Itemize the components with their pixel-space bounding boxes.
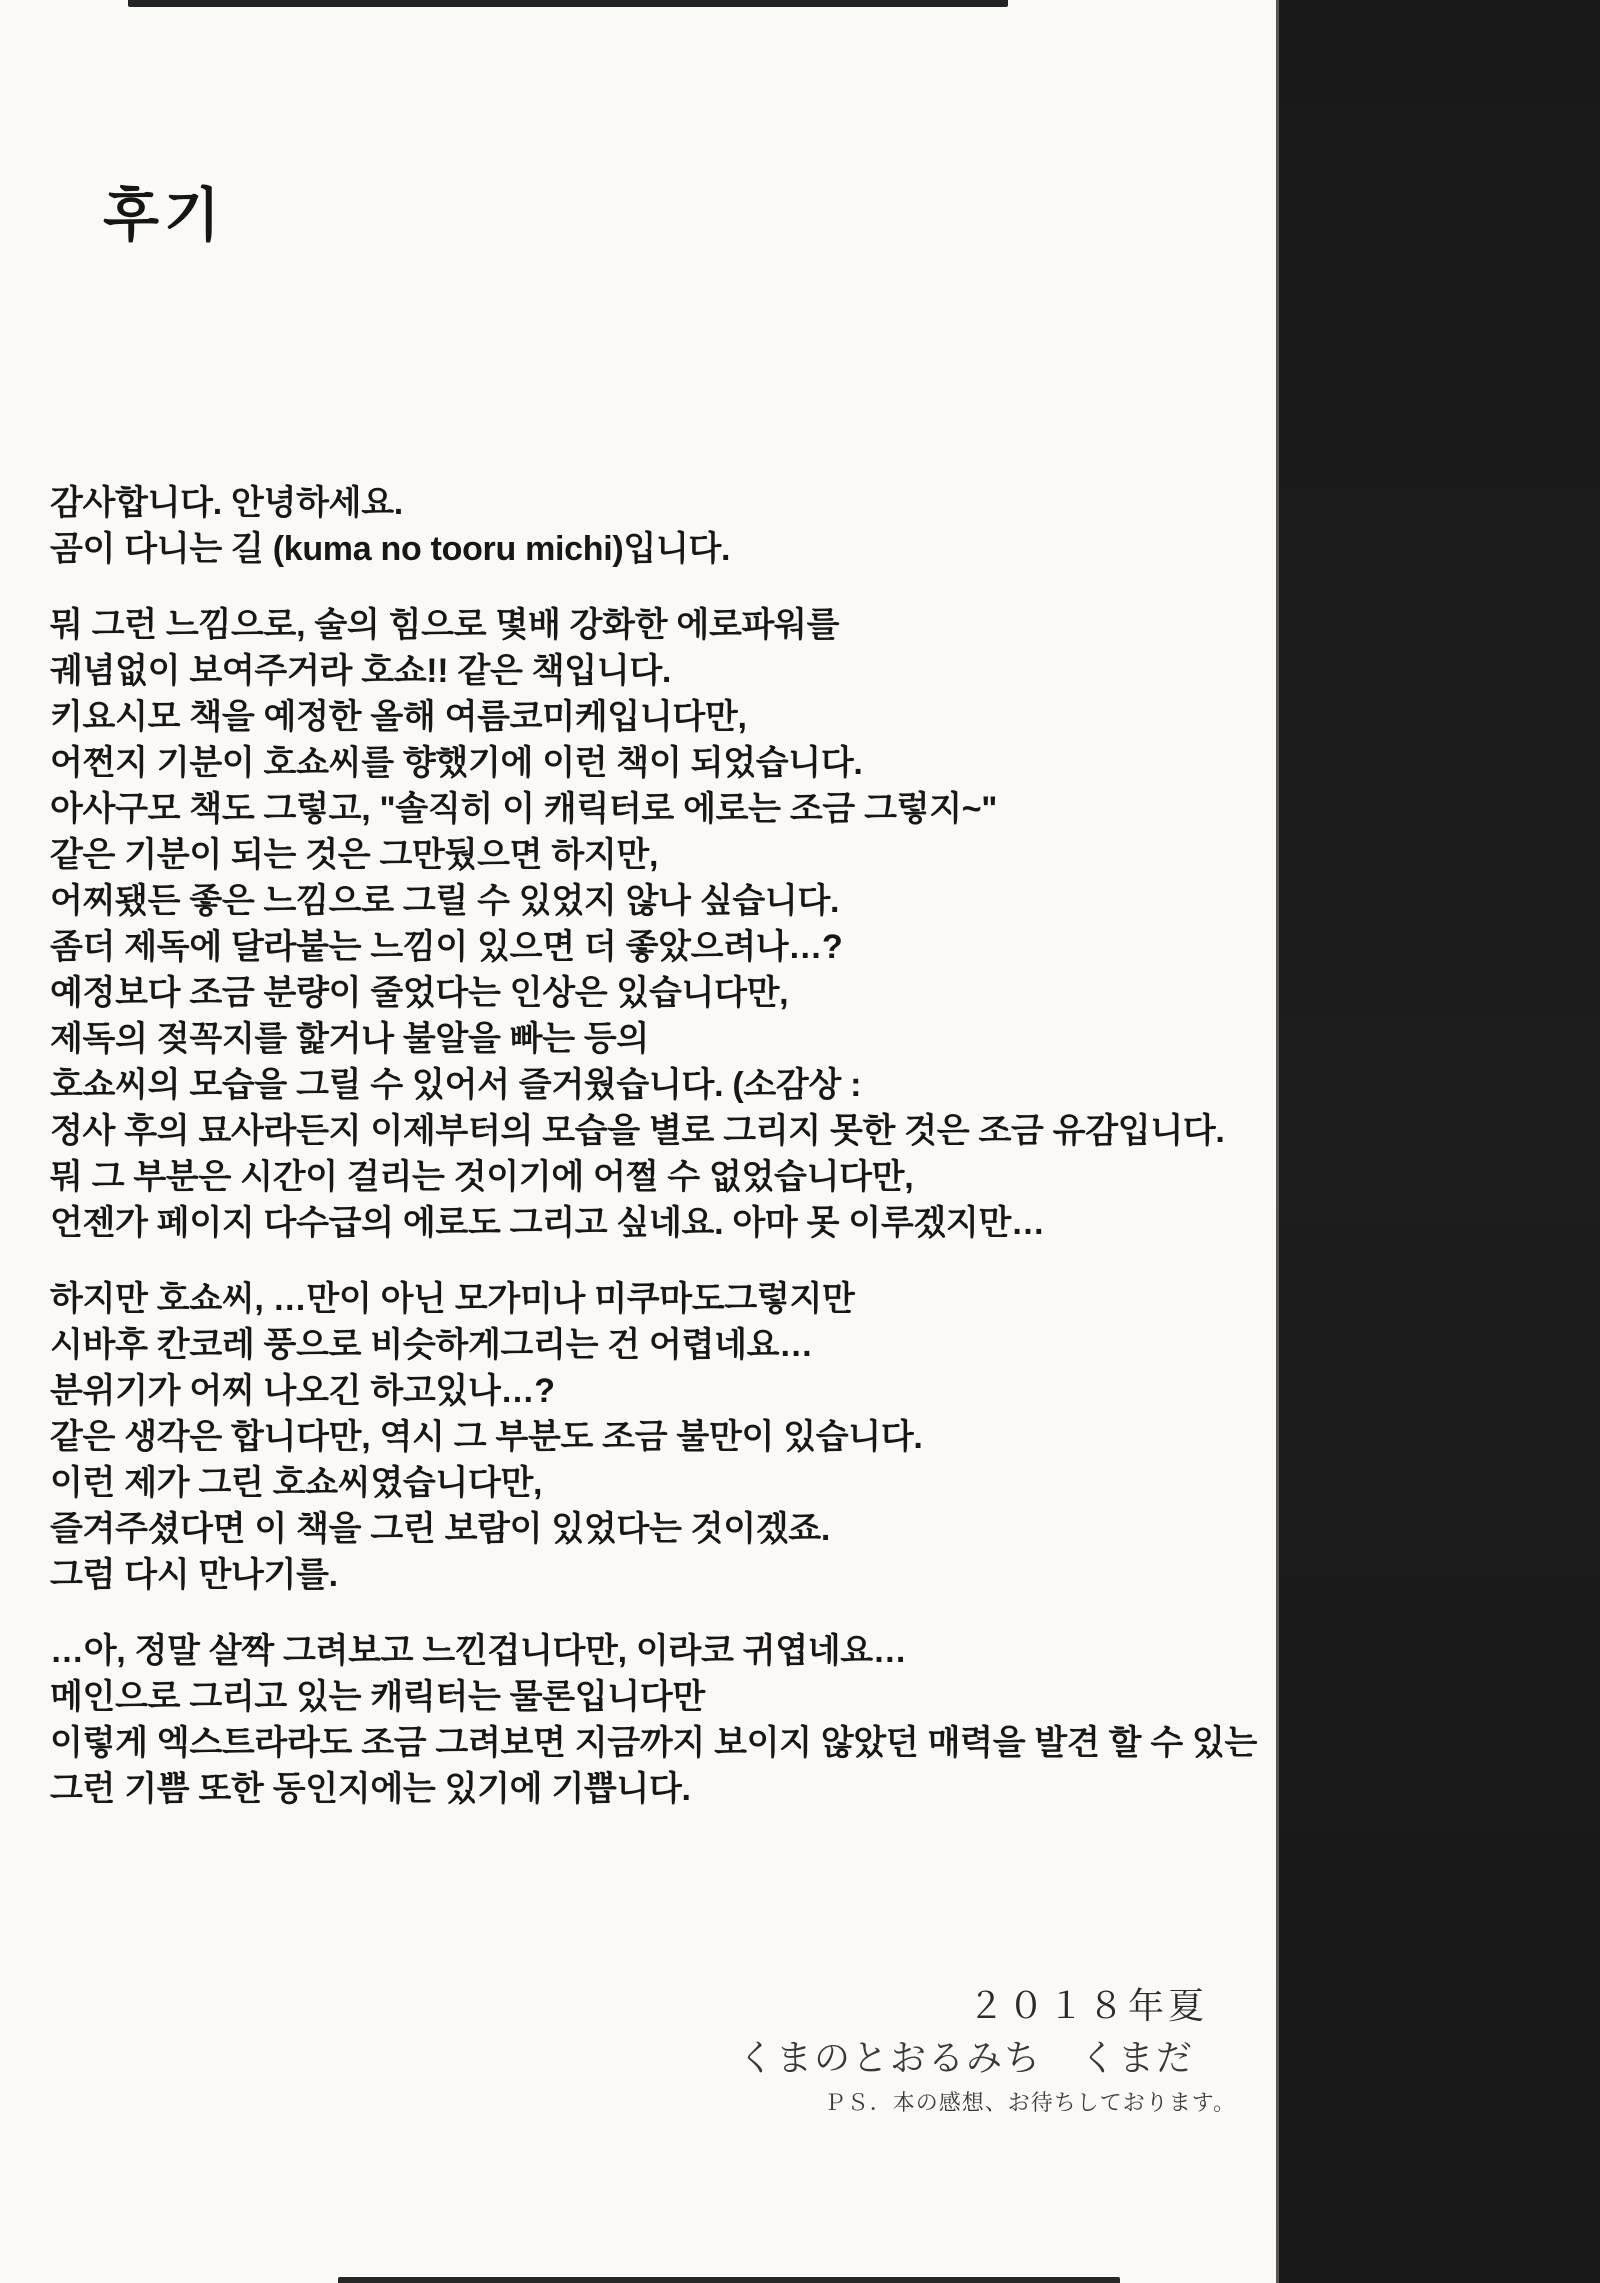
text-line: 하지만 호쇼씨, …만이 아닌 모가미나 미쿠마도그렇지만 [50,1280,855,1318]
afterword-body [50,480,1290,1842]
text-line: 같은 생각은 합니다만, 역시 그 부분도 조금 불만이 있습니다. [50,1418,923,1456]
text-line: 예정보다 조금 분량이 줄었다는 인상은 있습니다만, [50,974,789,1012]
scan-black-margin [1276,0,1600,2283]
text-line: 이런 제가 그린 호쇼씨였습니다만, [50,1464,543,1502]
text-line: 분위기가 어찌 나오긴 하고있나…? [50,1372,555,1410]
text-line: 제독의 젖꼭지를 핥거나 불알을 빠는 등의 [50,1020,649,1058]
credit-ps: ＰＳ．本の感想、お待ちしております。 [823,2090,1236,2115]
credit-year: ２０１８年夏 [967,1985,1208,2026]
text-line: 궤념없이 보여주거라 호쇼!! 같은 책입니다. [50,652,672,690]
text-line: 키요시모 책을 예정한 올해 여름코미케입니다만, [50,698,747,736]
paragraph [50,1628,1290,1812]
text-line: 어쩐지 기분이 호쇼씨를 향했기에 이런 책이 되었습니다. [50,744,863,782]
text-line: 정사 후의 묘사라든지 이제부터의 모습을 별로 그리지 못한 것은 조금 유감입니다. [50,1112,1225,1150]
text-line: 그런 기쁨 또한 동인지에는 있기에 기쁩니다. [50,1770,691,1808]
paragraph [50,602,1290,1246]
text-line: 좀더 제독에 달라붙는 느낌이 있으면 더 좋았으려나…? [50,928,843,966]
credit-author: くまのとおるみち くまだ [737,2037,1194,2078]
text-line: …아, 정말 살짝 그려보고 느낀겁니다만, 이라코 귀엽네요… [50,1632,907,1670]
scan-edge-bottom [338,2277,1120,2283]
text-line: 아사구모 책도 그렇고, "솔직히 이 캐릭터로 에로는 조금 그렇지~" [50,790,998,828]
text-line: 그럼 다시 만나기를. [50,1556,338,1594]
text-line: 이렇게 엑스트라라도 조금 그려보면 지금까지 보이지 않았던 매력을 발견 할 수 있는 [50,1724,1258,1762]
text-line: 감사합니다. 안녕하세요. [50,484,403,522]
text-line: 같은 기분이 되는 것은 그만뒀으면 하지만, [50,836,659,874]
text-line: 뭐 그런 느낌으로, 술의 힘으로 몇배 강화한 에로파워를 [50,606,840,644]
text-line: 뭐 그 부분은 시간이 걸리는 것이기에 어쩔 수 없었습니다만, [50,1158,914,1196]
scan-edge-top [128,0,1008,7]
text-line: 어찌됐든 좋은 느낌으로 그릴 수 있었지 않나 싶습니다. [50,882,840,920]
text-line: 메인으로 그리고 있는 캐릭터는 물론입니다만 [50,1678,705,1716]
paragraph [50,480,1290,572]
paragraph [50,1276,1290,1598]
text-line: 호쇼씨의 모습을 그릴 수 있어서 즐거웠습니다. (소감상 : [50,1066,862,1104]
text-line: 즐겨주셨다면 이 책을 그린 보람이 있었다는 것이겠죠. [50,1510,830,1548]
text-line: 곰이 다니는 길 (kuma no tooru michi)입니다. [50,530,731,568]
text-line: 시바후 칸코레 풍으로 비슷하게그리는 건 어렵네요… [50,1326,813,1364]
page-title: 후기 [103,183,226,248]
text-line: 언젠가 페이지 다수급의 에로도 그리고 싶네요. 아마 못 이루겠지만… [50,1204,1045,1242]
